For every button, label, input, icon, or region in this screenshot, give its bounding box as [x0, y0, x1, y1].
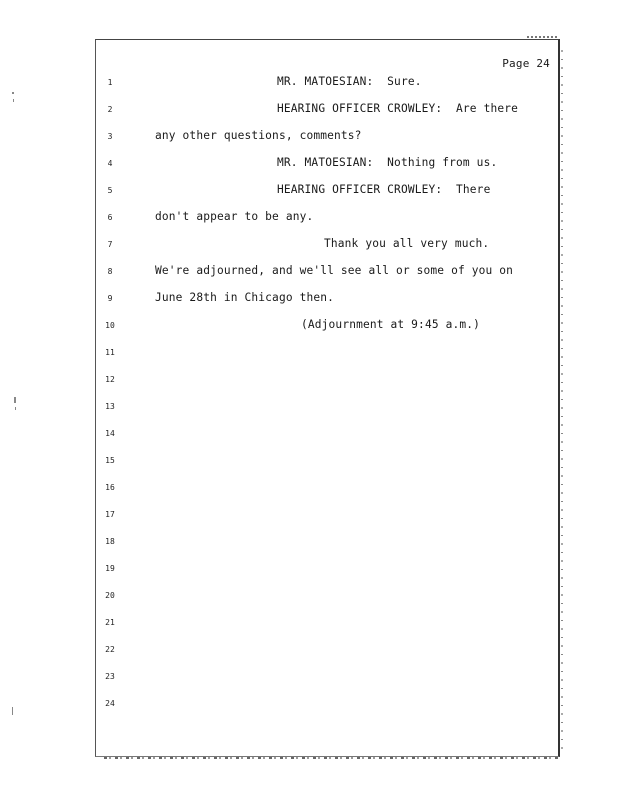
scan-speck [12, 92, 14, 94]
line-number: 7 [107, 240, 113, 249]
line-number: 3 [107, 132, 113, 141]
line-text: MR. MATOESIAN: Nothing from us. [277, 156, 498, 169]
line-number: 9 [107, 294, 113, 303]
scan-speck [15, 407, 16, 410]
line-number: 20 [105, 591, 115, 600]
line-number: 22 [105, 645, 115, 654]
line-number: 4 [107, 159, 113, 168]
line-number: 6 [107, 213, 113, 222]
line-number: 2 [107, 105, 113, 114]
line-number: 21 [105, 618, 115, 627]
line-number: 14 [105, 429, 115, 438]
line-text: We're adjourned, and we'll see all or some of you on [155, 264, 514, 277]
line-text: MR. MATOESIAN: Sure. [277, 75, 422, 88]
line-number: 19 [105, 564, 115, 573]
scan-artifact-right [561, 50, 563, 750]
line-text: June 28th in Chicago then. [155, 291, 335, 304]
line-number: 13 [105, 402, 115, 411]
line-text: HEARING OFFICER CROWLEY: Are there [277, 102, 518, 115]
scan-artifact-bottom [104, 757, 560, 759]
line-number: 23 [105, 672, 115, 681]
line-number: 12 [105, 375, 115, 384]
line-number: 5 [107, 186, 113, 195]
line-number: 1 [107, 78, 113, 87]
line-text: don't appear to be any. [155, 210, 314, 223]
scan-speck [12, 707, 13, 715]
line-text: HEARING OFFICER CROWLEY: There [277, 183, 491, 196]
page-number: Page 24 [502, 57, 550, 70]
line-text: any other questions, comments? [155, 129, 362, 142]
line-number: 24 [105, 699, 115, 708]
scan-artifact-top [527, 36, 557, 38]
transcript-page-frame [95, 39, 560, 757]
line-number: 18 [105, 537, 115, 546]
line-text: Thank you all very much. [324, 237, 490, 250]
line-number: 16 [105, 483, 115, 492]
line-number: 10 [105, 321, 115, 330]
line-number: 8 [107, 267, 113, 276]
scan-speck [13, 99, 14, 102]
line-number: 11 [105, 348, 115, 357]
line-number: 17 [105, 510, 115, 519]
scan-speck [14, 397, 16, 403]
line-text: (Adjournment at 9:45 a.m.) [301, 318, 481, 331]
line-number: 15 [105, 456, 115, 465]
